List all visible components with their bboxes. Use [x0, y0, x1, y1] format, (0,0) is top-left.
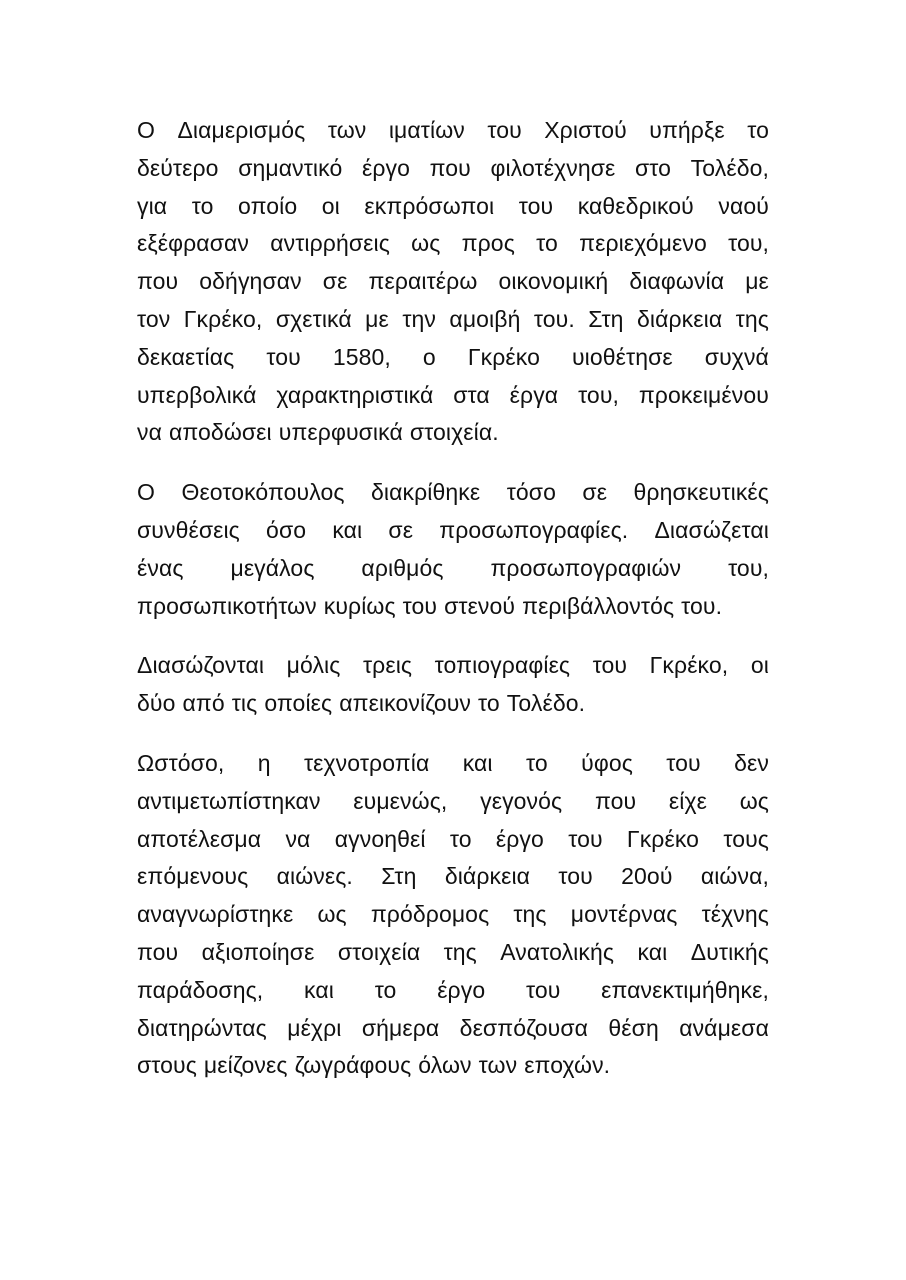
word: 1580, — [332, 343, 391, 370]
word: Γκρέκο, — [649, 652, 729, 679]
word: Γκρέκο, — [183, 305, 263, 332]
word: αναγνωρίστηκε — [137, 901, 294, 928]
word: μέχρι — [287, 1014, 342, 1041]
text-line — [137, 934, 769, 972]
word: σημαντικό — [238, 154, 343, 181]
word: Διασώζονται — [137, 652, 265, 679]
word: οποίες — [264, 690, 333, 717]
word: μοντέρνας — [570, 901, 678, 928]
word: απεικονίζουν — [339, 690, 472, 717]
text-line — [137, 301, 769, 339]
word: δεκαετίας — [137, 343, 235, 370]
word: δεύτερο — [137, 154, 219, 181]
text-line — [137, 188, 769, 226]
word: και — [637, 938, 668, 965]
word: το — [191, 192, 214, 219]
word: δεσπόζουσα — [459, 1014, 589, 1041]
word: ως — [411, 230, 441, 257]
word: αντιρρήσεις — [270, 230, 390, 257]
text-line — [137, 339, 769, 377]
word: μόλις — [286, 652, 341, 679]
text-line — [137, 972, 769, 1010]
word: Δυτικής — [690, 938, 769, 965]
text-line — [137, 647, 769, 685]
word: πρόδρομος — [370, 901, 490, 928]
word: τόσο — [506, 479, 556, 506]
text-line — [137, 821, 769, 859]
word: αριθμός — [361, 554, 444, 581]
word: του, — [728, 554, 769, 581]
word: στους — [137, 1052, 197, 1079]
text-line — [137, 896, 769, 934]
word: αιώνα, — [700, 863, 769, 890]
word: διατηρώντας — [137, 1014, 267, 1041]
word: στο — [635, 154, 672, 181]
word: προσωπικοτήτων — [137, 592, 317, 619]
word: του. — [533, 305, 575, 332]
word: διάρκεια — [636, 305, 723, 332]
word: το — [478, 690, 500, 717]
word: αμοιβή — [449, 305, 521, 332]
word: χαρακτηριστικά — [276, 381, 434, 408]
word: του — [525, 976, 561, 1003]
word: ως — [317, 901, 347, 928]
word: μεγάλος — [230, 554, 315, 581]
word: Ο — [137, 117, 155, 143]
word: συνθέσεις — [137, 516, 240, 543]
word: σε — [322, 268, 348, 295]
word: εξέφρασαν — [137, 230, 249, 257]
word: περιεχόμενο — [579, 230, 707, 257]
word: στοιχεία — [337, 938, 421, 965]
word: που — [594, 787, 637, 814]
word: οι — [321, 192, 340, 219]
word: Θεοτοκόπουλος — [181, 479, 345, 506]
word: των — [327, 117, 367, 143]
word: του — [402, 592, 438, 619]
word: υπήρξε — [649, 117, 725, 143]
word: και — [304, 976, 334, 1003]
text-line — [137, 588, 769, 626]
word: για — [137, 192, 168, 219]
word: ναού — [718, 192, 769, 219]
word: ως — [739, 787, 769, 814]
word: περιβάλλοντός — [522, 592, 675, 619]
word: από — [182, 690, 225, 717]
word: αποδώσει — [169, 419, 272, 446]
text-line — [137, 414, 769, 452]
word: Στη — [381, 863, 417, 890]
word: έργο — [361, 154, 410, 181]
text-line — [137, 685, 769, 723]
word: τέχνης — [701, 901, 769, 928]
word: το — [449, 825, 472, 852]
word: έργο — [437, 976, 486, 1003]
word: οποίο — [238, 192, 298, 219]
document-page — [137, 112, 769, 1107]
word: υπερφυσικά — [278, 419, 403, 446]
text-line — [137, 150, 769, 188]
text-line — [137, 263, 769, 301]
word: το — [374, 976, 397, 1003]
word: ύφος — [581, 749, 633, 776]
word: έργο — [495, 825, 544, 852]
word: και — [462, 749, 493, 776]
word: αιώνες. — [276, 863, 353, 890]
word: Ο — [137, 479, 155, 506]
text-line — [137, 225, 769, 263]
word: προκειμένου — [638, 381, 769, 408]
word: την — [402, 305, 436, 332]
word: διάρκεια — [444, 863, 531, 890]
word: προσωπογραφιών — [490, 554, 682, 581]
word: με — [745, 268, 769, 295]
word: προς — [461, 230, 515, 257]
paragraph — [137, 474, 769, 625]
word: θρησκευτικές — [633, 479, 769, 506]
word: της — [513, 901, 547, 928]
word: υιοθέτησε — [572, 343, 673, 370]
word: που — [429, 154, 471, 181]
word: φιλοτέχνησε — [490, 154, 616, 181]
word: γεγονός — [480, 787, 563, 814]
paragraph — [137, 647, 769, 723]
word: ανάμεσα — [679, 1014, 769, 1041]
word: της — [735, 305, 769, 332]
word: εποχών. — [524, 1052, 611, 1079]
word: τοπιογραφίες — [434, 652, 571, 679]
text-line — [137, 474, 769, 512]
word: παράδοσης, — [137, 976, 264, 1003]
word: ευμενώς, — [353, 787, 448, 814]
word: του — [558, 863, 593, 890]
word: Ωστόσο, — [137, 749, 225, 776]
word: καθεδρικού — [577, 192, 694, 219]
word: Διασώζεται — [654, 516, 769, 543]
word: τεχνοτροπία — [303, 749, 430, 776]
word: ο — [422, 343, 436, 370]
paragraph — [137, 112, 769, 452]
text-line — [137, 783, 769, 821]
word: το — [747, 117, 769, 143]
word: των — [478, 1052, 518, 1079]
word: κυρίως — [323, 592, 396, 619]
word: επόμενους — [137, 863, 249, 890]
word: του — [518, 192, 554, 219]
text-line — [137, 112, 769, 150]
word: αποτέλεσμα — [137, 825, 262, 852]
word: τους — [723, 825, 769, 852]
word: Γκρέκο — [626, 825, 700, 852]
text-line — [137, 1010, 769, 1048]
word: Τολέδο. — [506, 690, 586, 717]
word: στενού — [444, 592, 516, 619]
word: ζωγράφους — [294, 1052, 412, 1079]
word: και — [332, 516, 363, 543]
word: διακρίθηκε — [371, 479, 481, 506]
word: Τολέδο, — [690, 154, 769, 181]
word: εκπρόσωποι — [364, 192, 495, 219]
word: Στη — [588, 305, 624, 332]
word: αξιοποίησε — [201, 938, 315, 965]
text-line — [137, 377, 769, 415]
word: δύο — [137, 690, 176, 717]
word: η — [257, 749, 271, 776]
word: έργα — [509, 381, 559, 408]
word: όσο — [266, 516, 307, 543]
word: του — [568, 825, 603, 852]
text-line — [137, 858, 769, 896]
paragraph — [137, 745, 769, 1085]
word: μείζονες — [203, 1052, 288, 1079]
word: περαιτέρω — [368, 268, 478, 295]
word: του — [487, 117, 522, 143]
word: που — [137, 938, 179, 965]
word: σε — [582, 479, 608, 506]
text-line — [137, 512, 769, 550]
word: είχε — [668, 787, 708, 814]
word: ιματίων — [388, 117, 465, 143]
word: αντιμετωπίστηκαν — [137, 787, 321, 814]
word: σχετικά — [275, 305, 352, 332]
word: τις — [231, 690, 258, 717]
word: 20ού — [621, 863, 673, 890]
word: προσωπογραφίες. — [439, 516, 629, 543]
word: να — [285, 825, 311, 852]
word: του — [666, 749, 701, 776]
text-line — [137, 550, 769, 588]
word: Γκρέκο — [467, 343, 540, 370]
word: του. — [681, 592, 723, 619]
word: ένας — [137, 554, 184, 581]
word: στα — [453, 381, 490, 408]
word: αγνοηθεί — [334, 825, 426, 852]
word: του, — [578, 381, 619, 408]
word: Διαμερισμός — [177, 117, 306, 143]
word: σε — [388, 516, 414, 543]
word: οι — [750, 652, 769, 679]
text-line — [137, 745, 769, 783]
word: του — [592, 652, 628, 679]
word: με — [365, 305, 389, 332]
word: που — [137, 268, 179, 295]
word: στοιχεία. — [409, 419, 499, 446]
text-line — [137, 1047, 769, 1085]
word: επανεκτιμήθηκε, — [601, 976, 769, 1003]
word: του, — [728, 230, 769, 257]
word: τον — [137, 305, 171, 332]
word: υπερβολικά — [137, 381, 257, 408]
word: Χριστού — [544, 117, 627, 143]
word: συχνά — [704, 343, 769, 370]
word: Ανατολικής — [500, 938, 615, 965]
word: διαφωνία — [629, 268, 725, 295]
word: τρεις — [363, 652, 413, 679]
word: δεν — [734, 749, 769, 776]
word: της — [443, 938, 477, 965]
word: να — [137, 419, 162, 446]
word: το — [536, 230, 558, 257]
word: όλων — [418, 1052, 472, 1079]
word: του — [266, 343, 301, 370]
word: θέση — [608, 1014, 659, 1041]
word: οδήγησαν — [199, 268, 302, 295]
word: σήμερα — [361, 1014, 440, 1041]
word: το — [526, 749, 548, 776]
word: οικονομική — [498, 268, 609, 295]
